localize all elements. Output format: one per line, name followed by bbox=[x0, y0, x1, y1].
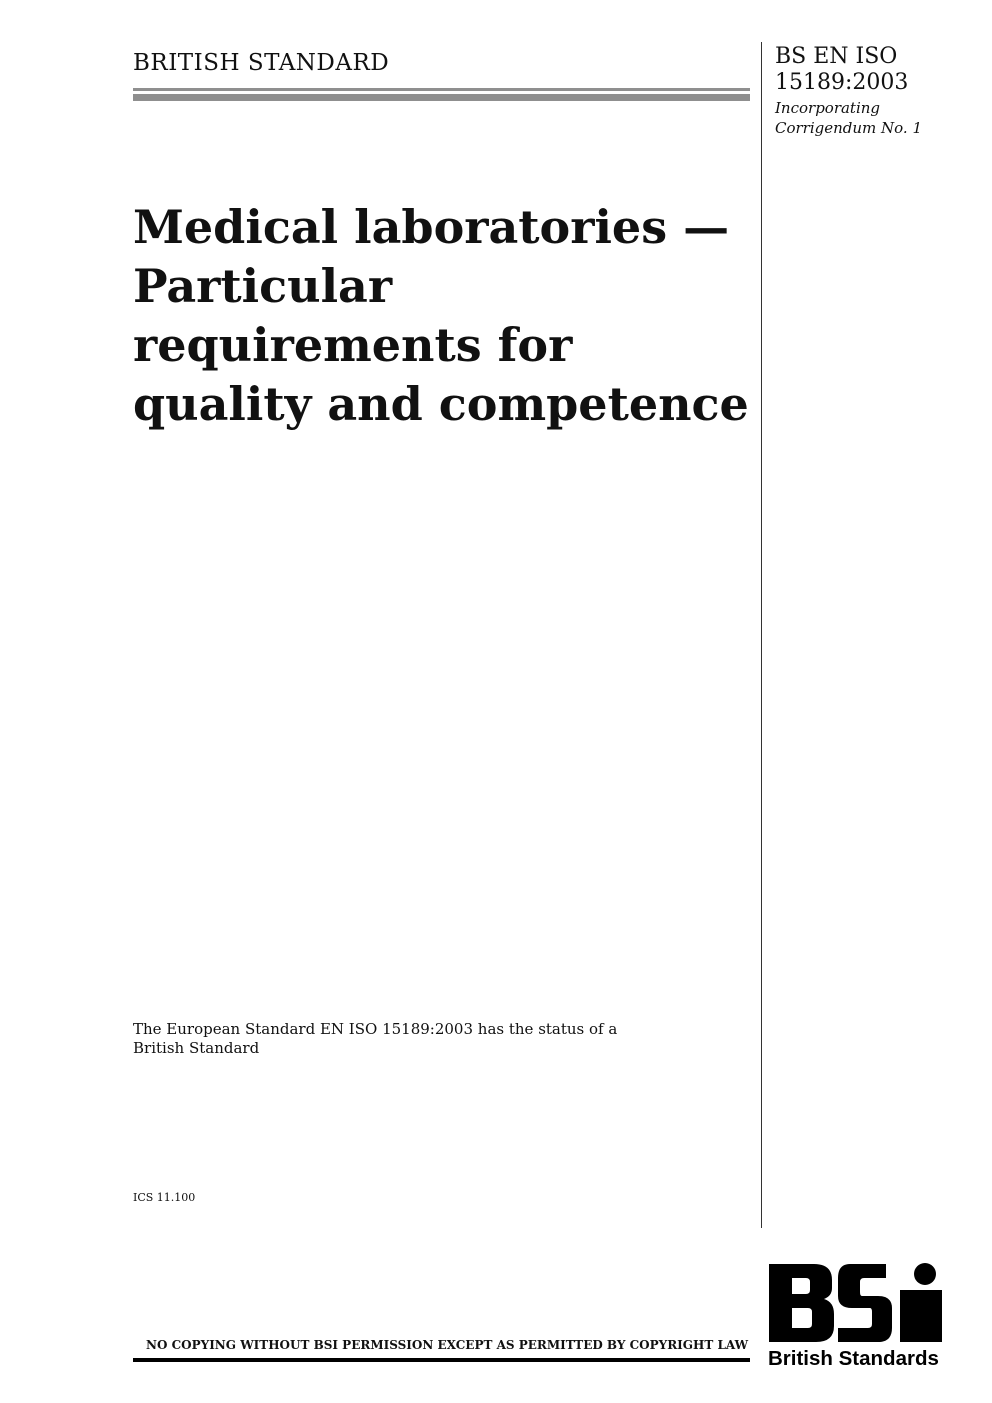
status-line-2: British Standard bbox=[133, 1039, 260, 1057]
title-line: Particular bbox=[133, 259, 393, 313]
bsi-wordmark-icon bbox=[769, 1262, 942, 1342]
footer-rule bbox=[133, 1358, 750, 1362]
document-type-label: BRITISH STANDARD bbox=[133, 50, 390, 76]
title-line: requirements for bbox=[133, 318, 573, 372]
copyright-notice: NO COPYING WITHOUT BSI PERMISSION EXCEPT AS PERMITTED BY COPYRIGHT LAW bbox=[146, 1338, 749, 1352]
corrigendum-note-line-1: Incorporating bbox=[775, 99, 881, 117]
standard-number-line-1: BS EN ISO bbox=[775, 44, 898, 69]
header-rule-thin bbox=[133, 88, 750, 91]
bsi-logo bbox=[766, 1262, 948, 1372]
corrigendum-note-line-2: Corrigendum No. 1 bbox=[775, 119, 923, 137]
ics-code: ICS 11.100 bbox=[133, 1191, 196, 1204]
header-rule-thick bbox=[133, 94, 750, 101]
status-line-1: The European Standard EN ISO 15189:2003 has the status of a bbox=[133, 1020, 618, 1038]
standard-number bbox=[775, 44, 908, 96]
standard-number-line-2: 15189:2003 bbox=[775, 70, 909, 95]
corrigendum-note bbox=[775, 98, 922, 138]
document-title bbox=[133, 198, 773, 434]
title-line: quality and competence bbox=[133, 377, 749, 431]
bsi-tagline: British Standards bbox=[768, 1347, 939, 1370]
status-statement bbox=[133, 1020, 617, 1058]
title-line: Medical laboratories — bbox=[133, 200, 730, 254]
